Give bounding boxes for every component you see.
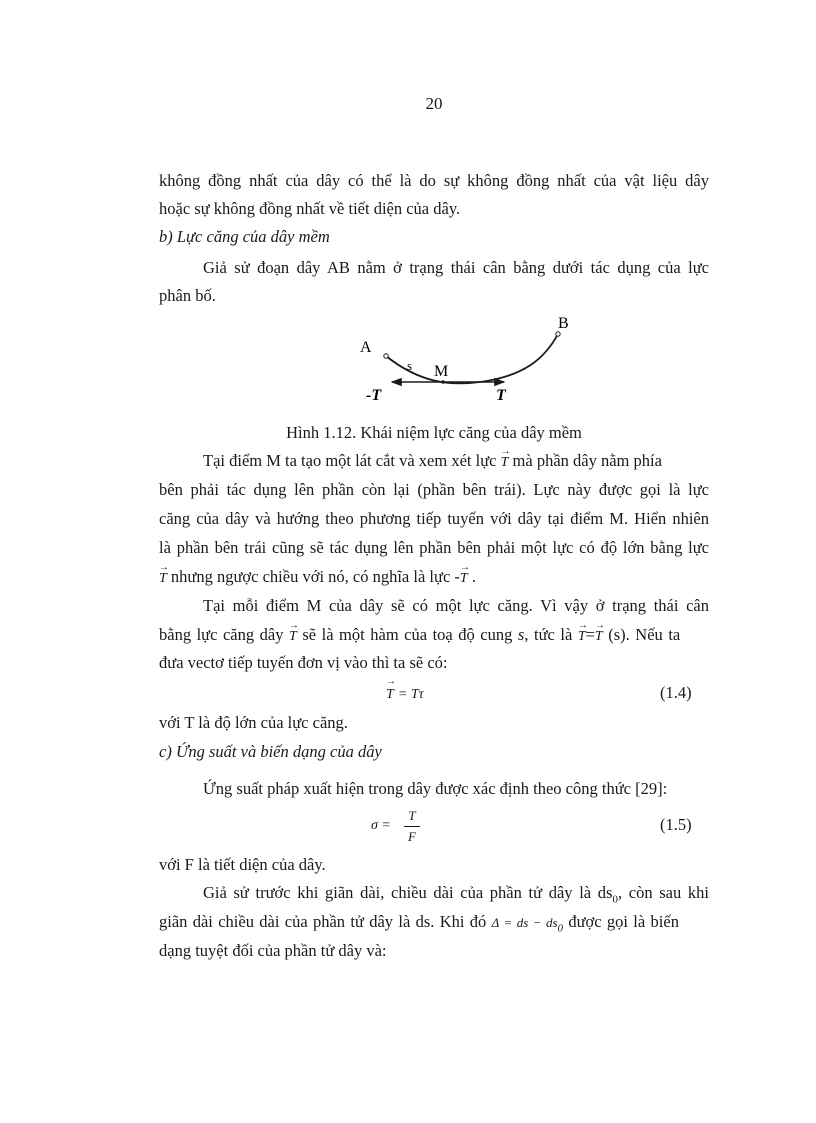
para6-line2: giãn dài chiều dài của phần tử dây là ds. Khi đó Δ = ds − $ds_0$ được gọi là biến [159,912,679,935]
section-c-heading: c) Ứng suất và biến dạng của dây [159,742,382,761]
para3-line4: là phần bên trái cũng sẽ tác dụng lên phần bên phải một lực có độ lớn bằng lực [159,538,709,557]
equation-1-4-number: (1.4) [660,683,692,702]
equation-1-5-lhs: σ = [371,818,391,833]
label-neg-t: -T [366,387,382,404]
para4-line3: đưa vectơ tiếp tuyến đơn vị vào thì ta sẽ có: [159,653,448,672]
label-b: B [558,315,569,332]
point-a [384,354,388,358]
label-t: T [496,387,506,404]
equation-1-5-numerator: T [408,808,416,823]
para4-line1: Tại mỗi điểm M của dây sẽ có một lực căng. Vì vậy ở trạng thái cân [203,596,709,615]
equation-1-5-denominator: F [408,829,416,844]
figure-caption: Hình 1.12. Khái niệm lực căng của dây mềm [286,423,582,442]
para3-line5: → T nhưng ngược chiều với nó, có nghĩa là lực -→ T . [159,566,709,590]
para3-line2: bên phải tác dụng lên phần còn lại (phần bên trái). Lực này được gọi là lực [159,480,709,499]
label-m: M [434,363,449,380]
equation-1-5-number: (1.5) [660,815,692,834]
page-number: 20 [425,94,443,113]
label-a: A [360,339,372,356]
line-f-definition: với F là tiết diện của dây. [159,855,326,874]
equation-1-4: → T = Tτ [386,683,424,703]
line-t-magnitude: với T là độ lớn của lực căng. [159,713,348,732]
para4-line2: bằng lực căng dây → T sẽ là một hàm của toạ độ cung s, tức là → T=→ T (s). Nếu ta [159,624,709,648]
point-b [556,332,560,336]
para6-line1: Giả sử trước khi giãn dài, chiều dài của phần tử dây là $ds_0$, còn sau khi [203,883,709,906]
para3-line3: căng của dây và hướng theo phương tiếp tuyến với dây tại điểm M. Hiển nhiên [159,509,709,528]
fraction-bar [404,826,420,827]
para1-line1: không đồng nhất của dây có thể là do sự không đồng nhất của vật liệu dây [159,171,709,190]
figure-rope-tension [340,308,600,408]
para1-line2: hoặc sự không đồng nhất về tiết diện của dây. [159,199,461,218]
label-s: s [407,358,413,373]
para2-line1: Giả sử đoạn dây AB nằm ở trạng thái cân bằng dưới tác dụng của lực [203,258,709,277]
para6-line3: dạng tuyệt đối của phần tử dây và: [159,941,387,960]
para2-line2: phân bố. [159,286,216,305]
para3-line1: Tại điểm M ta tạo một lát cắt và xem xét lực → T mà phần dây nằm phía [159,450,709,474]
para5: Ứng suất pháp xuất hiện trong dây được xác định theo công thức [29]: [203,779,668,798]
section-b-heading: b) Lực căng của dây mềm [159,227,330,246]
